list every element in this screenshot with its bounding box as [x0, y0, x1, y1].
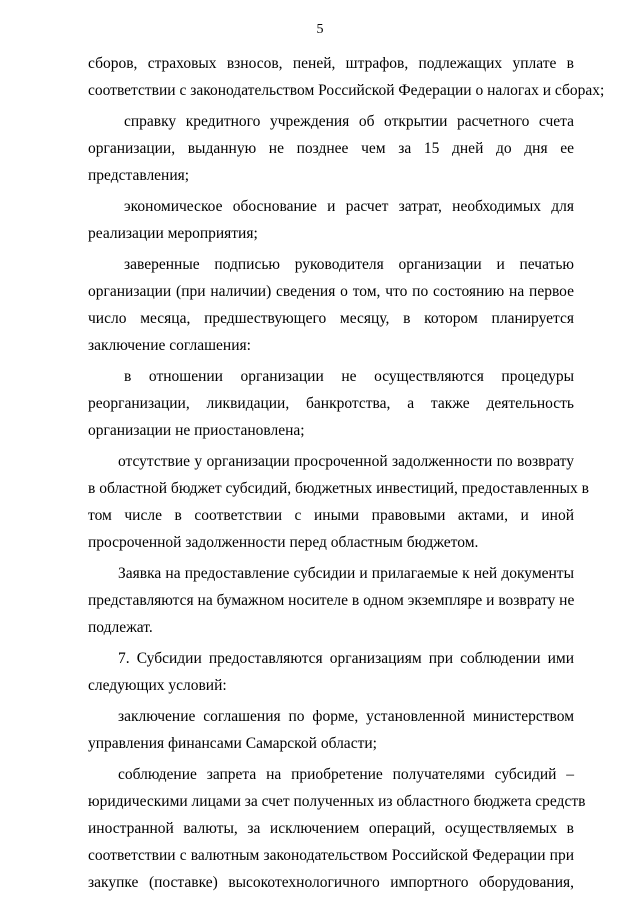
text-line: реорганизации, ликвидации, банкротства, а также деятельность	[88, 395, 574, 412]
text-line: сборов, страховых взносов, пеней, штрафов, подлежащих уплате в	[88, 55, 574, 72]
text-line: в областной бюджет субсидий, бюджетных инвестиций, предоставленных в	[88, 480, 589, 497]
text-line: заключение соглашения:	[88, 337, 251, 354]
text-line: организации, выданную не позднее чем за 15 дней до дня ее	[88, 140, 574, 157]
text-line: соответствии с законодательством Российской Федерации о налогах и сборах;	[88, 82, 605, 99]
text-line: организации не приостановлена;	[88, 422, 305, 439]
text-line: том числе в соответствии с иными правовыми актами, и иной	[88, 507, 574, 524]
text-line: соблюдение запрета на приобретение получателями субсидий –	[118, 766, 574, 783]
text-line: управления финансами Самарской области;	[88, 735, 377, 752]
text-line: юридическими лицами за счет полученных из областного бюджета средств	[88, 793, 586, 810]
text-line: подлежат.	[88, 619, 153, 636]
text-line: в отношении организации не осуществляются процедуры	[124, 368, 574, 385]
text-line: следующих условий:	[88, 677, 227, 694]
text-line: число месяца, предшествующего месяцу, в котором планируется	[88, 310, 574, 327]
text-line: отсутствие у организации просроченной задолженности по возврату	[118, 453, 574, 470]
document-body	[88, 50, 605, 896]
text-line: 7. Субсидии предоставляются организациям при соблюдении ими	[118, 650, 574, 667]
text-line: иностранной валюты, за исключением операций, осуществляемых в	[88, 820, 574, 837]
text-line: экономическое обоснование и расчет затрат, необходимых для	[124, 198, 574, 215]
page-number: 5	[316, 22, 324, 37]
text-line: просроченной задолженности перед областным бюджетом.	[88, 534, 479, 551]
text-line: закупке (поставке) высокотехнологичного импортного оборудования,	[88, 874, 574, 891]
text-line: заключение соглашения по форме, установленной министерством	[118, 708, 574, 725]
text-line: реализации мероприятия;	[88, 225, 258, 242]
text-line: организации (при наличии) сведения о том, что по состоянию на первое	[88, 283, 574, 300]
text-line: Заявка на предоставление субсидии и прилагаемые к ней документы	[118, 565, 574, 582]
text-line: соответствии с валютным законодательством Российской Федерации при	[88, 847, 574, 864]
text-line: справку кредитного учреждения об открытии расчетного счета	[124, 113, 574, 130]
text-line: представления;	[88, 167, 190, 184]
text-line: представляются на бумажном носителе в одном экземпляре и возврату не	[88, 592, 575, 609]
text-line: заверенные подписью руководителя организации и печатью	[124, 256, 574, 273]
